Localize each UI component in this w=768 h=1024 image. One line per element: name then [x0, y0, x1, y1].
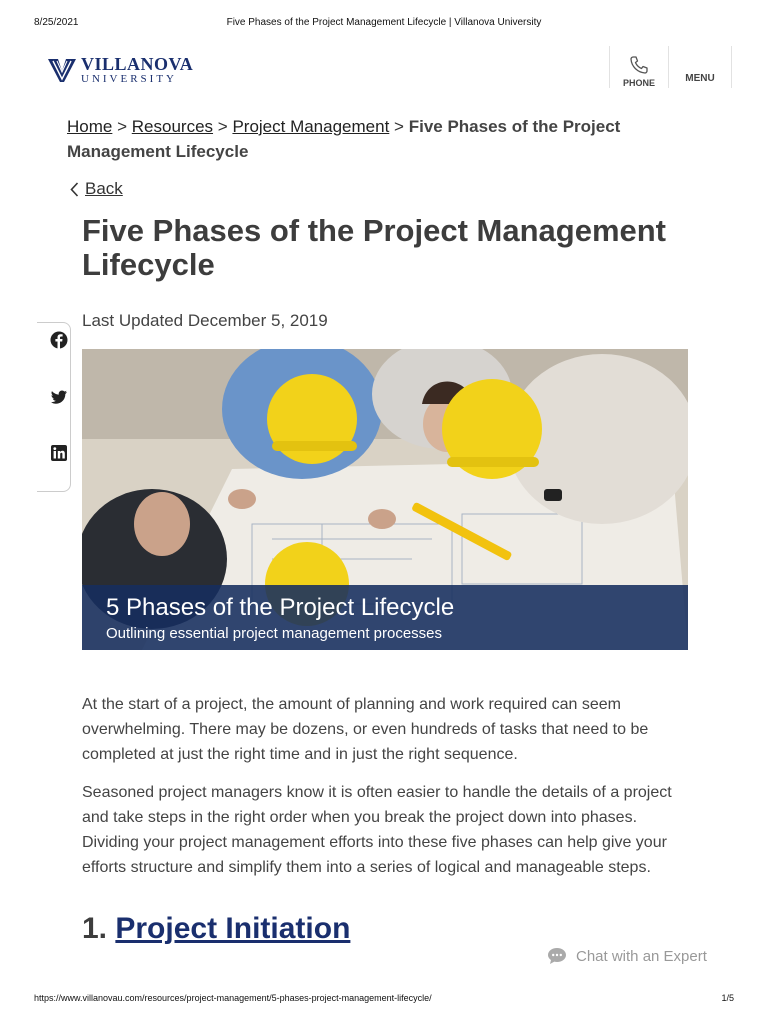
- facebook-icon[interactable]: [50, 331, 68, 349]
- back-label: Back: [85, 179, 123, 198]
- breadcrumb: Home > Resources > Project Management > Five Phases of the Project Management Lifecycle: [67, 117, 621, 161]
- print-doc-title: Five Phases of the Project Management Lifecycle | Villanova University: [226, 17, 542, 28]
- breadcrumb-home[interactable]: Home: [67, 117, 113, 136]
- share-bar: [37, 322, 71, 492]
- project-initiation-link[interactable]: Project Initiation: [115, 912, 351, 945]
- hero-caption-subtitle: Outlining essential project management processes: [106, 625, 443, 642]
- chat-label: Chat with an Expert: [576, 947, 707, 965]
- menu-label: MENU: [685, 73, 715, 84]
- breadcrumb-project-management[interactable]: Project Management: [232, 117, 390, 136]
- logo-line-2: UNIVERSITY: [81, 73, 177, 85]
- breadcrumb-resources[interactable]: Resources: [131, 117, 214, 136]
- hero-image: [82, 349, 688, 650]
- print-page-number: 1/5: [721, 993, 734, 1003]
- page-title: Five Phases of the Project Management Lifecycle: [82, 213, 667, 282]
- last-updated: Last Updated December 5, 2019: [82, 311, 328, 330]
- section-number: 1.: [82, 912, 108, 945]
- chevron-left-icon: [70, 182, 79, 197]
- chat-bubble-icon: [547, 947, 567, 965]
- section-heading: [82, 912, 350, 946]
- twitter-icon[interactable]: [50, 388, 68, 406]
- print-url: https://www.villanovau.com/resources/project-management/5-phases-project-management-lifecycle/: [34, 993, 432, 1003]
- intro-paragraph: At the start of a project, the amount of planning and work required can seem overwhelming. There may be dozens, or even hundreds of tasks that need to be completed at just the right time and in just the right sequence.: [82, 696, 649, 763]
- hero-caption-title: 5 Phases of the Project Lifecycle: [106, 594, 455, 621]
- back-link[interactable]: [70, 179, 123, 199]
- villanova-logo[interactable]: [47, 55, 193, 85]
- phases-paragraph: Seasoned project managers know it is often easier to handle the details of a project and take steps in the right order when you break the project down into phases. Dividing your project management efforts into these five phases can help give your efforts structure and simplify them into a series of logical and manageable steps.: [82, 784, 672, 876]
- phone-button[interactable]: [610, 48, 668, 88]
- logo-line-1: VILLANOVA: [81, 54, 194, 74]
- menu-button[interactable]: [669, 48, 731, 88]
- villanova-v-icon: [47, 57, 77, 83]
- linkedin-icon[interactable]: [50, 444, 68, 462]
- phone-label: PHONE: [622, 78, 655, 88]
- breadcrumb-current: Five Phases of the Project Management Lifecycle: [67, 117, 621, 161]
- nav-divider: [731, 46, 732, 88]
- hero-caption: [82, 585, 688, 650]
- print-date: 8/25/2021: [34, 17, 79, 28]
- chat-widget[interactable]: [547, 947, 707, 965]
- phone-icon: [629, 55, 649, 75]
